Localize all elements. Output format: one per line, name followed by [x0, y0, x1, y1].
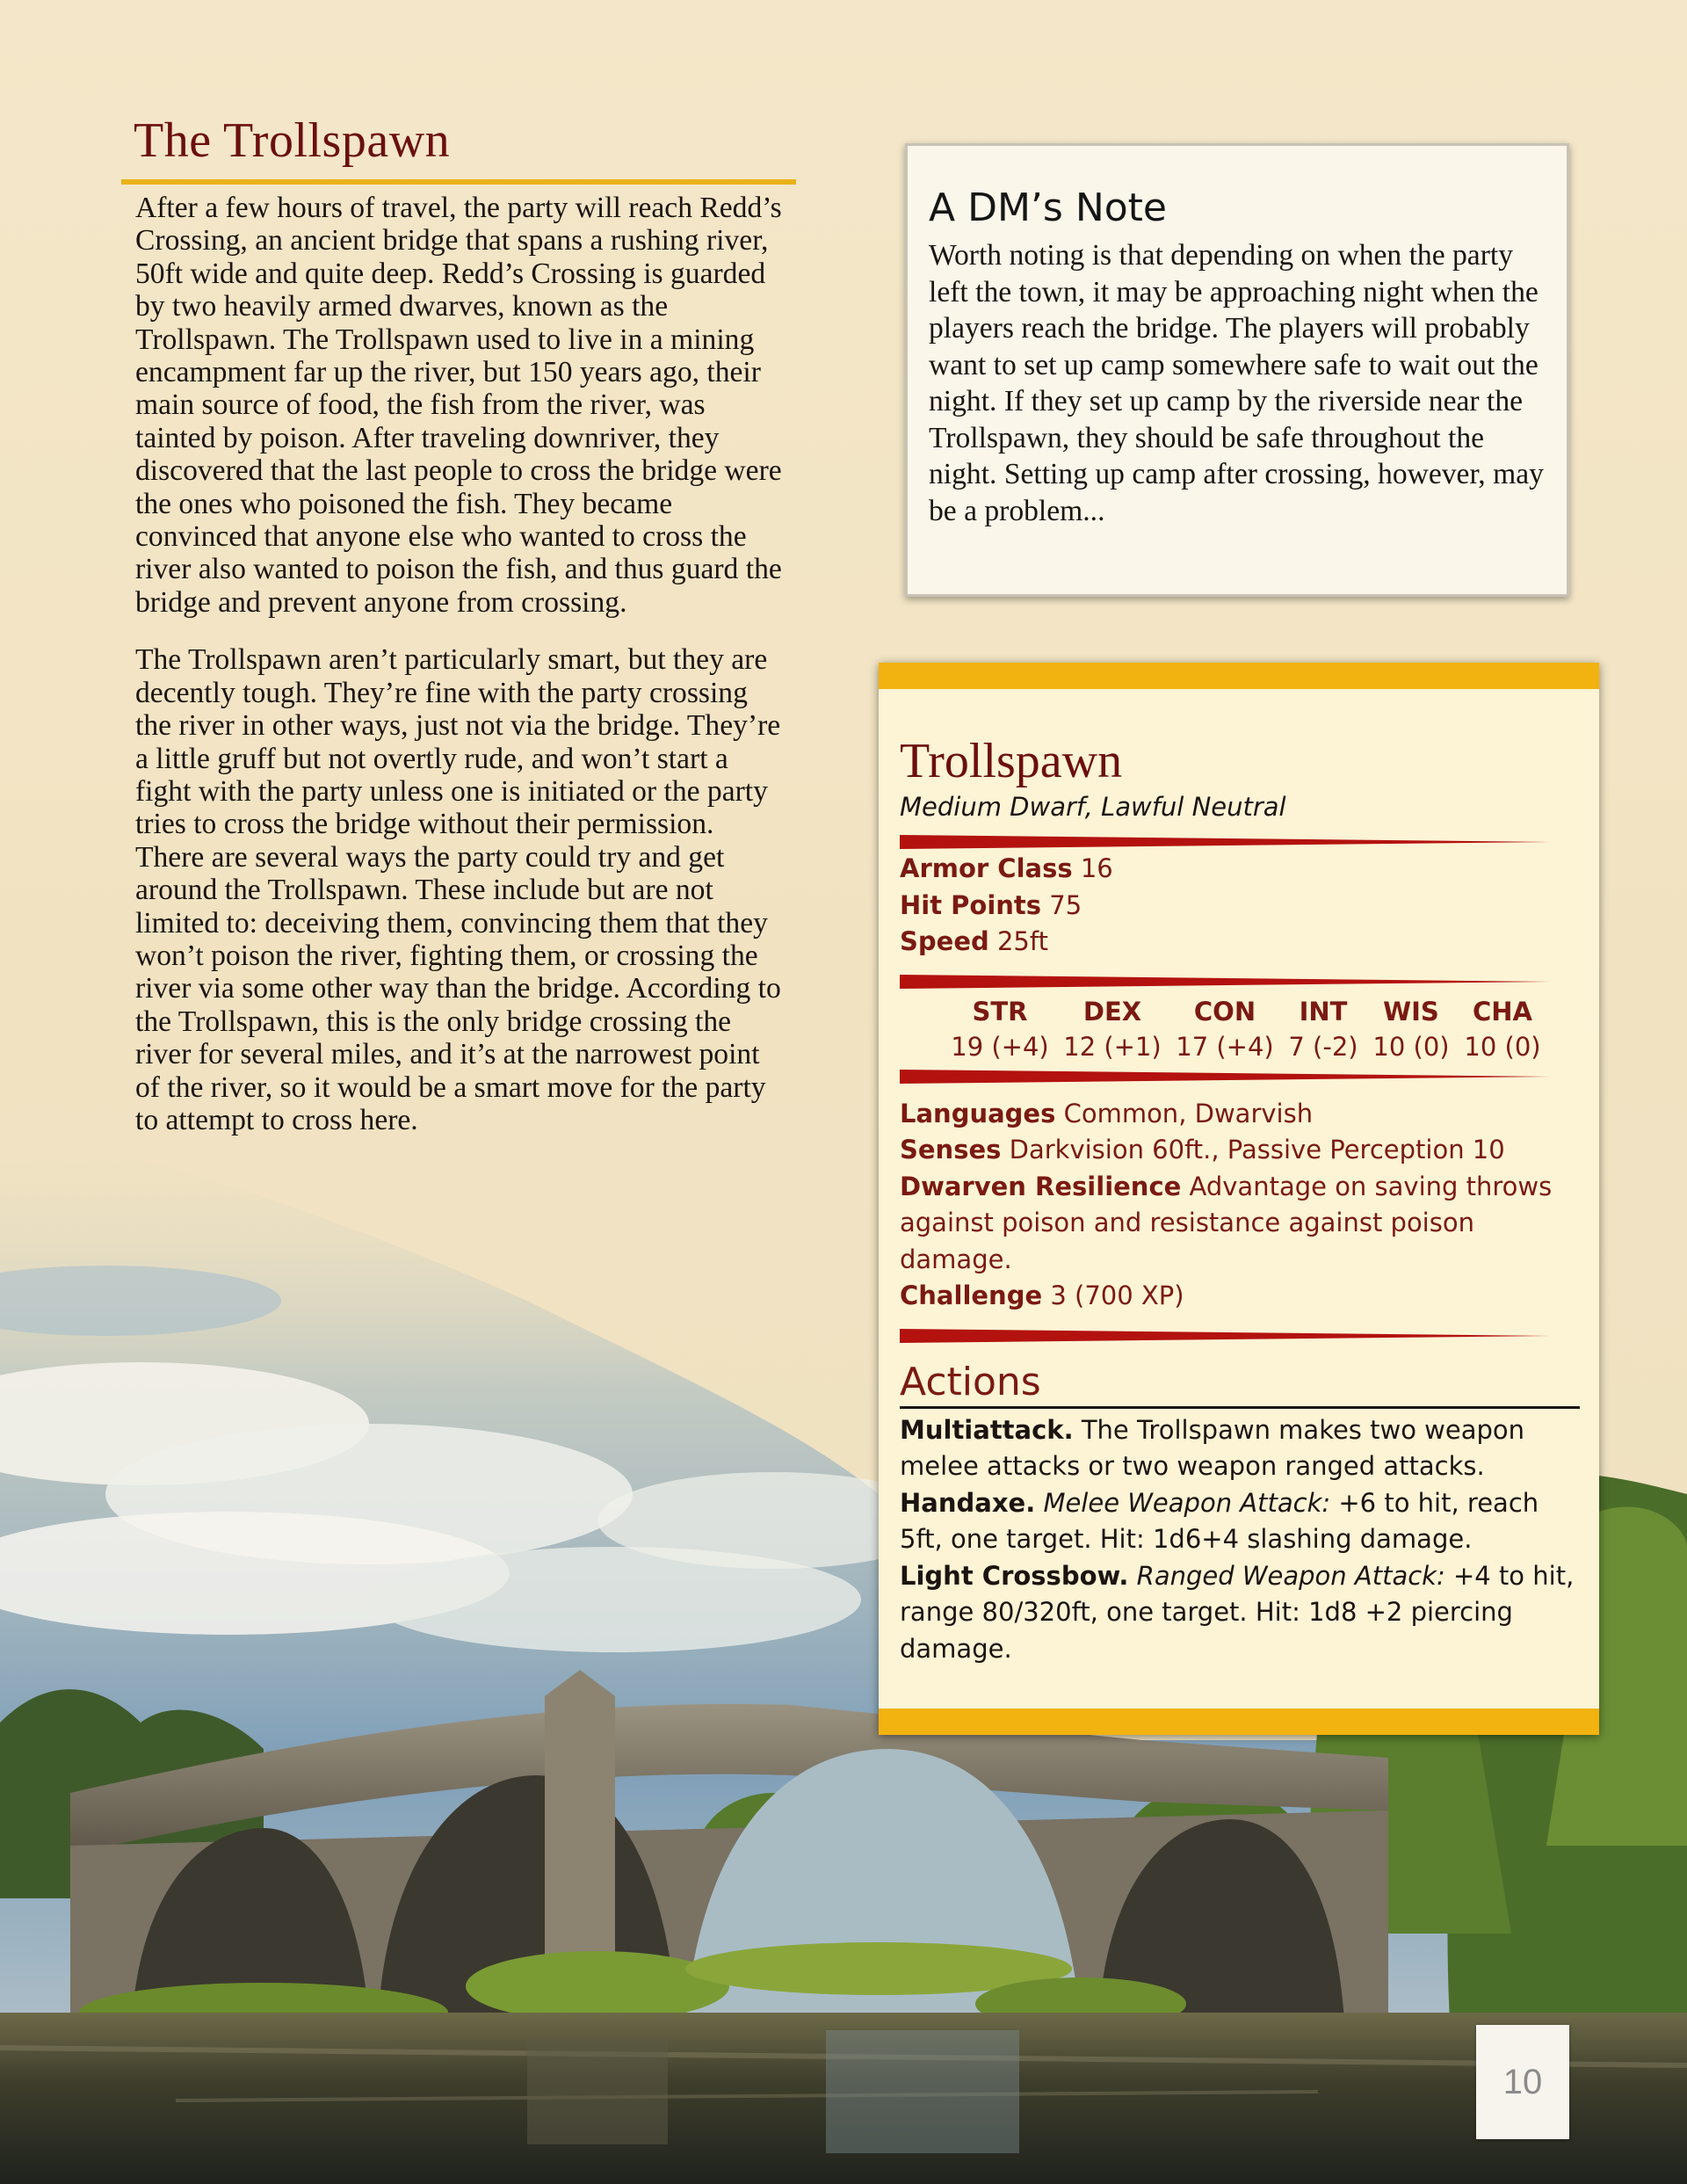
- languages-value: Common, Dwarvish: [1063, 1098, 1314, 1128]
- action-name: Multiattack.: [900, 1414, 1074, 1445]
- languages-label: Languages: [900, 1098, 1056, 1128]
- trait-label: Dwarven Resilience: [900, 1171, 1182, 1201]
- tapered-divider: [900, 1068, 1550, 1085]
- ability-value: 10 (0): [1372, 1031, 1450, 1062]
- ability-cha: [1457, 994, 1548, 1064]
- challenge-label: Challenge: [900, 1281, 1043, 1310]
- action-name: Handaxe.: [900, 1487, 1036, 1518]
- tapered-divider: [900, 1327, 1550, 1345]
- tapered-divider: [900, 973, 1550, 990]
- stat-block-bottom-bar: [879, 1709, 1599, 1735]
- ability-value: 19 (+4): [951, 1031, 1049, 1062]
- heading-underline: [121, 179, 796, 185]
- monster-type: Medium Dwarf, Lawful Neutral: [900, 792, 1286, 822]
- body-paragraph: The Trollspawn aren’t particularly smart, but they are decently tough. They’re fine with the party crossing the river in other ways, just not via the bridge. They’re a little gruff but not overtly rude, and won’t start a fight with the party unless one is initiated or the party tries to cross the bridge without their permission. There are several ways the party could try and get around the Trollspawn. These include but are not limited to: deceiving them, convincing them that they won’t poison the river, fighting them, or crossing the river via some other way than the bridge. According to the Trollspawn, this is the only bridge crossing the river for several miles, and it’s at the narrowest point of the river, so it would be a smart move for the party to attempt to cross here.: [135, 643, 781, 1136]
- ability-str: [944, 994, 1056, 1064]
- trait-row: [900, 1169, 1580, 1279]
- ability-scores: [944, 994, 1550, 1064]
- action-name: Light Crossbow.: [900, 1560, 1129, 1591]
- challenge-value: 3 (700 XP): [1050, 1281, 1184, 1310]
- speed-label: Speed: [900, 926, 989, 956]
- page-number: 10: [1476, 2025, 1569, 2139]
- armor-class-value: 16: [1080, 853, 1113, 883]
- monster-stat-block: [879, 663, 1599, 1735]
- hit-points-row: [900, 888, 1580, 925]
- armor-class-row: [900, 851, 1580, 888]
- ability-name: STR: [972, 996, 1028, 1027]
- speed-row: [900, 924, 1580, 961]
- senses-value: Darkvision 60ft., Passive Perception 10: [1009, 1135, 1505, 1165]
- monster-name: Trollspawn: [900, 734, 1123, 788]
- senses-label: Senses: [900, 1135, 1002, 1165]
- section-heading: The Trollspawn: [134, 113, 451, 168]
- stat-block-top-bar: [879, 663, 1599, 689]
- dm-note-title: A DM’s Note: [929, 185, 1167, 230]
- speed-value: 25ft: [996, 926, 1048, 956]
- action-kind: Melee Weapon Attack:: [1043, 1487, 1331, 1518]
- ability-name: CON: [1193, 996, 1256, 1027]
- hit-points-label: Hit Points: [900, 889, 1042, 920]
- dm-note-text: Worth noting is that depending on when the party left the town, it may be approaching night when the players reach the bridge. The players will probably want to set up camp somewhere safe to wait out the night. If they set up camp by the riverside near the Trollspawn, they should be safe throughout the night. Setting up camp after crossing, however, may be a problem...: [929, 239, 1544, 527]
- hit-points-value: 75: [1049, 889, 1082, 920]
- ability-name: DEX: [1082, 996, 1142, 1027]
- ability-wis: [1365, 994, 1457, 1064]
- trait-value: Advantage on saving throws against poison and resistance against poison damage.: [900, 1171, 1553, 1274]
- actions-heading: Actions: [900, 1359, 1041, 1404]
- body-text-column: [135, 192, 786, 1161]
- action-text: +6 to hit, reach 5ft, one target. Hit: 1d6+4 slashing damage.: [900, 1487, 1539, 1554]
- ability-con: [1169, 994, 1281, 1064]
- tapered-divider: [900, 833, 1550, 851]
- ability-name: WIS: [1383, 996, 1439, 1027]
- body-paragraph: After a few hours of travel, the party will reach Redd’s Crossing, an ancient bridge that spans a rushing river, 50ft wide and quite deep. Redd’s Crossing is guarded by two heavily armed dwarves, known as the Trollspawn. The Trollspawn used to live in a mining encampment far up the river, but 150 years ago, their main source of food, the fish from the river, was tainted by poison. After traveling downriver, they discovered that the last people to cross the bridge were the ones who poisoned the fish. They became convinced that anyone else who wanted to cross the river also wanted to poison the fish, and thus guard the bridge and prevent anyone from crossing.: [135, 192, 782, 619]
- ability-int: [1281, 994, 1365, 1064]
- action-kind: Ranged Weapon Attack:: [1136, 1560, 1445, 1591]
- action-text: +4 to hit, range 80/320ft, one target. Hit: 1d8 +2 piercing damage.: [900, 1560, 1575, 1664]
- ability-value: 7 (-2): [1288, 1031, 1358, 1062]
- action-handaxe: [900, 1485, 1580, 1558]
- senses-row: [900, 1132, 1580, 1169]
- ability-value: 12 (+1): [1063, 1031, 1162, 1062]
- action-light-crossbow: [900, 1558, 1580, 1668]
- ability-value: 10 (0): [1464, 1031, 1541, 1062]
- ability-dex: [1056, 994, 1169, 1064]
- actions-underline: [900, 1406, 1580, 1409]
- action-multiattack: [900, 1412, 1580, 1485]
- ability-name: CHA: [1473, 996, 1532, 1027]
- languages-row: [900, 1096, 1580, 1133]
- action-text: The Trollspawn makes two weapon melee attacks or two weapon ranged attacks.: [900, 1414, 1525, 1481]
- armor-class-label: Armor Class: [900, 853, 1073, 883]
- dm-note-box: [905, 143, 1569, 597]
- ability-name: INT: [1299, 996, 1348, 1027]
- challenge-row: [900, 1278, 1580, 1315]
- ability-value: 17 (+4): [1176, 1031, 1274, 1062]
